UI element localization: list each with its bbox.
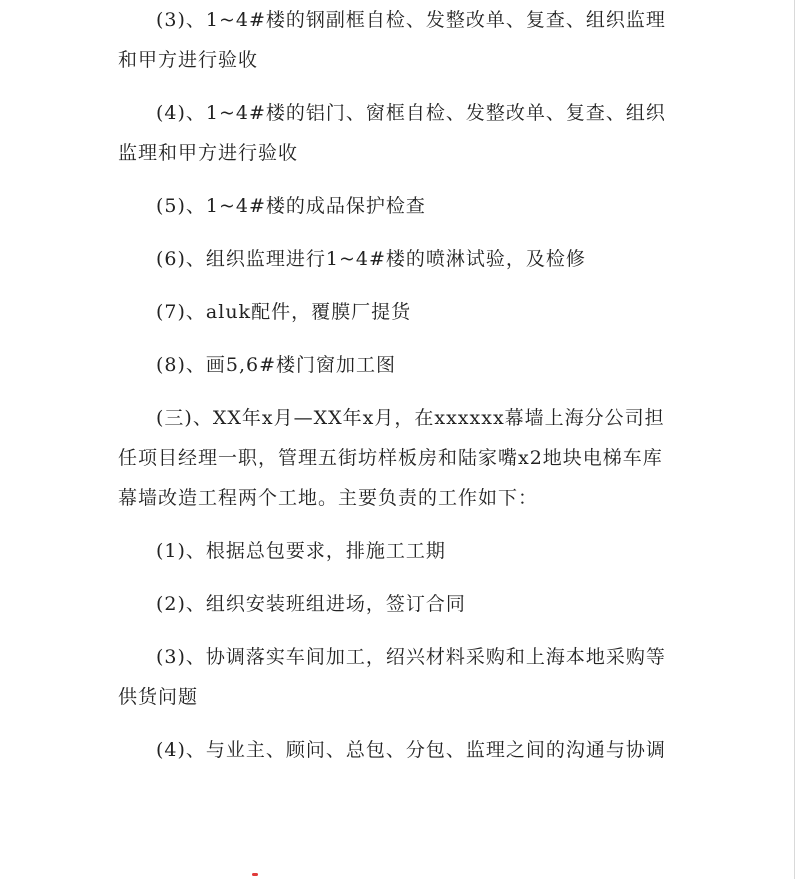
document-body <box>118 0 678 783</box>
paragraph-sprinkler-test: (6)、组织监理进行1~4#楼的喷淋试验，及检修 <box>156 248 586 270</box>
paragraph-schedule: (1)、根据总包要求，排施工工期 <box>156 540 446 562</box>
paragraph-steel-subframe-inspection: (3)、1~4#楼的钢副框自检、发整改单、复查、组织监理和甲方进行验收 <box>118 9 666 71</box>
paragraph-aluk-parts: (7)、aluk配件，覆膜厂提货 <box>156 301 412 323</box>
paragraph-aluminum-door-inspection: (4)、1~4#楼的铝门、窗框自检、发整改单、复查、组织监理和甲方进行验收 <box>118 102 666 164</box>
paragraph-project-manager-role: (三)、XX年x月—XX年x月，在xxxxxx幕墙上海分公司担任项目经理一职，管理五街坊样板房和陆家嘴x2地块电梯车库幕墙改造工程两个工地。主要负责的工作如下： <box>118 407 665 509</box>
red-mark-decoration <box>252 873 258 876</box>
paragraph-procurement: (3)、协调落实车间加工，绍兴材料采购和上海本地采购等供货问题 <box>118 646 666 708</box>
paragraph-product-protection: (5)、1~4#楼的成品保护检查 <box>156 195 426 217</box>
paragraph-contract: (2)、组织安装班组进场，签订合同 <box>156 593 466 615</box>
paragraph-communication: (4)、与业主、顾问、总包、分包、监理之间的沟通与协调 <box>156 739 666 761</box>
paragraph-drawing: (8)、画5,6#楼门窗加工图 <box>156 354 397 376</box>
